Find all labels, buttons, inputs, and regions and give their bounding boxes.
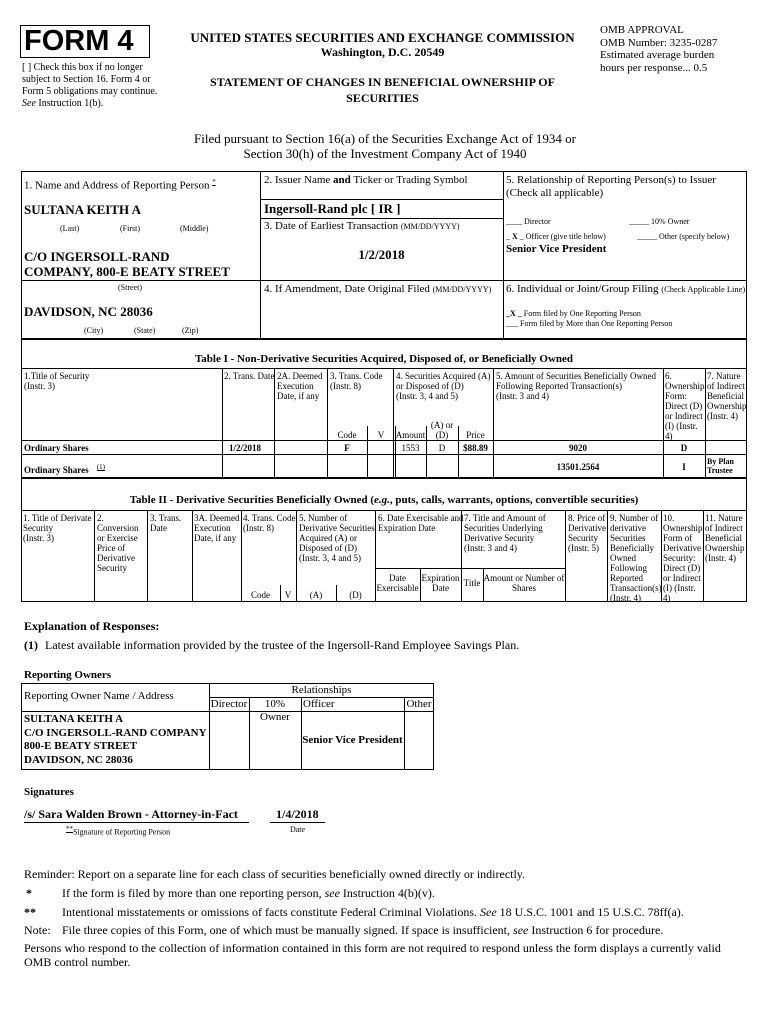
footer-dstar-b: 18 U.S.C. 1001 and 15 U.S.C. 78ff(a). — [499, 905, 684, 919]
reporting-owners-heading: Reporting Owners — [24, 669, 112, 681]
t1-r2-form: I — [682, 462, 686, 472]
box5-label-1: 5. Relationship of Reporting Person(s) to Issuer — [506, 174, 716, 186]
ro-col-other: Other — [406, 698, 432, 710]
box2-label-a: 2. Issuer Name — [264, 174, 331, 186]
box1-asterisk: * — [212, 178, 216, 186]
t1-h2a: 2A. Deemed Execution Date, if any — [277, 371, 323, 401]
agency-city: Washington, D.C. 20549 — [320, 45, 445, 59]
table2-title — [21, 494, 747, 507]
t2-h4: 4. Trans. Code (Instr. 8) — [243, 513, 296, 533]
box1-label — [24, 175, 216, 193]
t1-r2-footnote: (1) — [96, 463, 106, 471]
t2-h1: 1. Title of Derivate Security (Instr. 3) — [23, 513, 92, 543]
label-middle: (Middle) — [180, 224, 209, 233]
t1-h3: 3. Trans. Code (Instr. 8) — [330, 371, 383, 391]
t2-h11: 11. Nature of Indirect Beneficial Ownership (Instr. 4) — [705, 513, 745, 563]
t1-r1-form: D — [680, 443, 688, 453]
t2-date-ex: Date Exercisable — [376, 573, 419, 593]
t1-r2-nature: By Plan Trustee — [707, 457, 734, 475]
footer-persons: Persons who respond to the collection of information contained in this form are not required to respond unless the form displays a currently valid OMB control number. — [24, 941, 721, 969]
t2-h5: 5. Number of Derivative Securities Acquired (A) or Disposed of (D) (Instr. 3, 4 and 5) — [299, 513, 375, 563]
t2-h2: 2. Conversion or Exercise Price of Derivative Security — [97, 513, 139, 573]
footer-note-see: see — [513, 923, 529, 937]
t1-amount: Amount — [395, 430, 426, 440]
check-box-instruction: Instruction 1(b). — [38, 98, 104, 109]
signatures-heading: Signatures — [24, 786, 74, 798]
omb-approval — [600, 24, 765, 74]
explanation-note-text: Latest available information provided by the trustee of the Ingersoll-Rand Employee Savings Plan. — [45, 638, 520, 652]
ro-owner-line4: DAVIDSON, NC 28036 — [24, 753, 133, 766]
footer-star-text — [62, 886, 435, 900]
table1-title: Table I - Non-Derivative Securities Acquired, Disposed of, or Beneficially Owned — [194, 353, 574, 365]
box2-label-and: and — [333, 174, 351, 186]
footer-dstar-text — [62, 905, 684, 919]
table2-title-b: , puts, calls, warrants, options, convertible securities) — [389, 494, 639, 506]
ro-owner-line1: SULTANA KEITH A — [24, 713, 124, 725]
t2-h6: 6. Date Exercisable and Expiration Date — [378, 513, 464, 533]
label-street: (Street) — [118, 283, 142, 292]
filed-pursuant-2: Section 30(h) of the Investment Company Act of 1940 — [243, 146, 527, 161]
ro-owner-line2: C/O INGERSOLL-RAND COMPANY — [24, 726, 207, 739]
t1-code: Code — [337, 430, 357, 440]
form-title: FORM 4 — [24, 25, 134, 57]
address-line-1: C/O INGERSOLL-RAND — [24, 249, 170, 264]
t1-r2-title — [24, 462, 105, 475]
t1-v: V — [377, 430, 385, 440]
ro-col-name: Reporting Owner Name / Address — [24, 690, 174, 702]
t2-d: (D) — [349, 590, 362, 600]
ro-owner — [24, 713, 207, 767]
t1-h4: 4. Securities Acquired (A) or Disposed of (D) (Instr. 3, 4 and 5) — [396, 371, 491, 401]
label-last: (Last) — [60, 224, 80, 233]
agency-name: UNITED STATES SECURITIES AND EXCHANGE COMMISSION — [190, 30, 575, 45]
reporting-person-name: SULTANA KEITH A — [24, 202, 142, 217]
footer-note-a: File three copies of this Form, one of which must be manually signed. If space is insufficient, — [62, 923, 511, 937]
rel-officer — [506, 232, 606, 241]
t1-r1-aord: D — [438, 443, 446, 453]
t2-title: Title — [463, 578, 481, 588]
box4-label — [264, 283, 491, 296]
label-city: (City) — [84, 326, 104, 335]
omb-number: OMB Number: 3235-0287 — [600, 36, 718, 49]
t2-h10: 10. Ownership Form of Derivative Security: Direct (D) or Indirect (I) (Instr. 4) — [663, 513, 703, 603]
filing-one-x: _X _ — [506, 309, 522, 318]
t1-r1-price: $88.89 — [463, 443, 488, 453]
box2-label — [264, 174, 468, 187]
t1-r1-title: Ordinary Shares — [24, 443, 89, 453]
table2-title-eg: e.g. — [374, 494, 390, 506]
t2-code: Code — [251, 590, 270, 600]
omb-hours: hours per response... 0.5 — [600, 61, 708, 74]
address-line-2: COMPANY, 800-E BEATY STREET — [24, 264, 230, 279]
box3-label-text: 3. Date of Earliest Transaction — [264, 220, 399, 232]
filing-one-person — [506, 309, 641, 318]
signer: /s/ Sara Walden Brown - Attorney-in-Fact — [24, 807, 238, 821]
statement-title-1: STATEMENT OF CHANGES IN BENEFICIAL OWNERSHIP OF — [210, 75, 555, 89]
t1-r2-title-text: Ordinary Shares — [24, 465, 89, 475]
officer-title: Senior Vice President — [506, 243, 607, 255]
t2-a: (A) — [309, 590, 323, 600]
rel-other: _____ Other (specify below) — [637, 232, 730, 241]
t2-v: V — [284, 590, 292, 600]
signature-label-text: Signature of Reporting Person — [73, 827, 171, 837]
label-first: (First) — [120, 224, 140, 233]
footer-star: * — [26, 886, 32, 900]
t1-h2: 2. Trans. Date — [224, 371, 275, 381]
ro-col-director: Director — [210, 698, 248, 710]
rel-officer-x: X — [512, 232, 518, 241]
rel-officer-pre: _ — [506, 232, 510, 241]
city-line: DAVIDSON, NC 28036 — [24, 304, 153, 319]
footer-dstar: ** — [24, 905, 36, 919]
rel-director: ____ Director — [506, 217, 551, 226]
footer-note-label: Note: — [24, 923, 51, 937]
t1-h1: 1.Title of Security (Instr. 3) — [24, 371, 90, 391]
t2-h3: 3. Trans. Date — [150, 513, 182, 533]
box3-label — [264, 220, 460, 233]
footer-note-text — [62, 923, 663, 937]
issuer-name: Ingersoll-Rand plc [ IR ] — [264, 201, 401, 216]
t1-r1-code: F — [344, 443, 350, 453]
rel-ten-pct-owner: _____ 10% Owner — [629, 217, 690, 226]
footer-dstar-see: See — [480, 905, 497, 919]
table2-title-a: Table II - Derivative Securities Beneficially Owned ( — [129, 494, 375, 506]
box3-format: (MM/DD/YYYY) — [400, 222, 460, 231]
footer-star-see: see — [324, 886, 340, 900]
footer-star-a: If the form is filed by more than one reporting person, — [62, 886, 322, 900]
check-box-text: [ ] Check this box if no longer subject to Section 16. Form 4 or Form 5 obligations may continue. — [22, 62, 158, 97]
box6-label-small: (Check Applicable Line) — [661, 284, 746, 294]
t2-h8: 8. Price of Derivative Security (Instr. 5) — [568, 513, 606, 553]
t2-amount-num: Amount or Number of Shares — [483, 573, 565, 593]
ro-col-officer: Officer — [303, 698, 335, 710]
statement-title-2: SECURITIES — [346, 91, 419, 105]
box5-label — [506, 174, 716, 200]
t1-r1-owned: 9020 — [569, 443, 587, 453]
box6-label — [506, 283, 745, 296]
date-label: Date — [289, 825, 306, 834]
earliest-transaction-date: 1/2/2018 — [358, 247, 405, 262]
check-box-note — [22, 62, 172, 110]
t2-h3a: 3A. Deemed Execution Date, if any — [194, 513, 240, 543]
signature-mark: ** — [66, 825, 73, 833]
footer-reminder: Reminder: Report on a separate line for each class of securities beneficially owned directly or indirectly. — [24, 867, 526, 881]
t1-r1-date: 1/2/2018 — [229, 443, 262, 453]
t1-aord: (A) or (D) — [430, 420, 454, 440]
check-box-see: See — [22, 98, 36, 109]
explanation-note — [24, 638, 519, 652]
omb-approval-title: OMB APPROVAL — [600, 24, 684, 36]
box5-label-2: (Check all applicable) — [506, 187, 604, 199]
rel-officer-post: _ Officer (give title below) — [519, 232, 606, 241]
signature-date: 1/4/2018 — [276, 807, 319, 821]
filed-pursuant-1: Filed pursuant to Section 16(a) of the Securities Exchange Act of 1934 or — [194, 131, 576, 146]
label-zip: (Zip) — [182, 326, 199, 335]
ro-col-ten-pct: 10% Owner — [260, 698, 290, 723]
t2-h7: 7. Title and Amount of Securities Underlying Derivative Security (Instr. 3 and 4) — [464, 513, 546, 553]
ro-relationships: Relationships — [291, 684, 352, 696]
filing-one-text: Form filed by One Reporting Person — [523, 309, 641, 318]
t1-h5: 5. Amount of Securities Beneficially Owned Following Reported Transaction(s) (Instr. 3 and 4) — [496, 371, 656, 401]
t1-h6: 6. Ownership Form: Direct (D) or Indirect (I) (Instr. 4) — [665, 371, 705, 441]
box1-label-text: 1. Name and Address of Reporting Person — [24, 179, 210, 192]
omb-burden: Estimated average burden — [600, 49, 715, 61]
explanation-note-num: (1) — [24, 638, 38, 652]
t2-exp: Expiration Date — [421, 573, 460, 593]
t1-price: Price — [466, 430, 485, 440]
filing-more-persons: ___ Form filed by More than One Reporting Person — [506, 319, 673, 328]
footer-dstar-a: Intentional misstatements or omissions of facts constitute Federal Criminal Violations. — [62, 905, 477, 919]
t1-h7: 7. Nature of Indirect Beneficial Ownership (Instr. 4) — [707, 371, 747, 421]
t2-h9: 9. Number of derivative Securities Beneficially Owned Following Reported Transaction(s) (Instr. 4) — [610, 513, 662, 603]
t1-r1-amount: 1553 — [401, 443, 420, 453]
box4-label-text: 4. If Amendment, Date Original Filed — [264, 283, 430, 295]
box2-label-b: Ticker or Trading Symbol — [353, 174, 468, 186]
box4-format: (MM/DD/YYYY) — [432, 285, 492, 294]
footer-note-b: Instruction 6 for procedure. — [531, 923, 664, 937]
ro-officer-value: Senior Vice President — [302, 734, 403, 746]
signature-label — [66, 825, 170, 837]
box6-label-text: 6. Individual or Joint/Group Filing — [506, 283, 659, 295]
label-state: (State) — [134, 326, 156, 335]
explanation-heading: Explanation of Responses: — [24, 619, 160, 633]
ro-owner-line3: 800-E BEATY STREET — [24, 740, 138, 752]
footer-star-b: Instruction 4(b)(v). — [342, 886, 435, 900]
t1-r2-owned: 13501.2564 — [556, 462, 600, 472]
